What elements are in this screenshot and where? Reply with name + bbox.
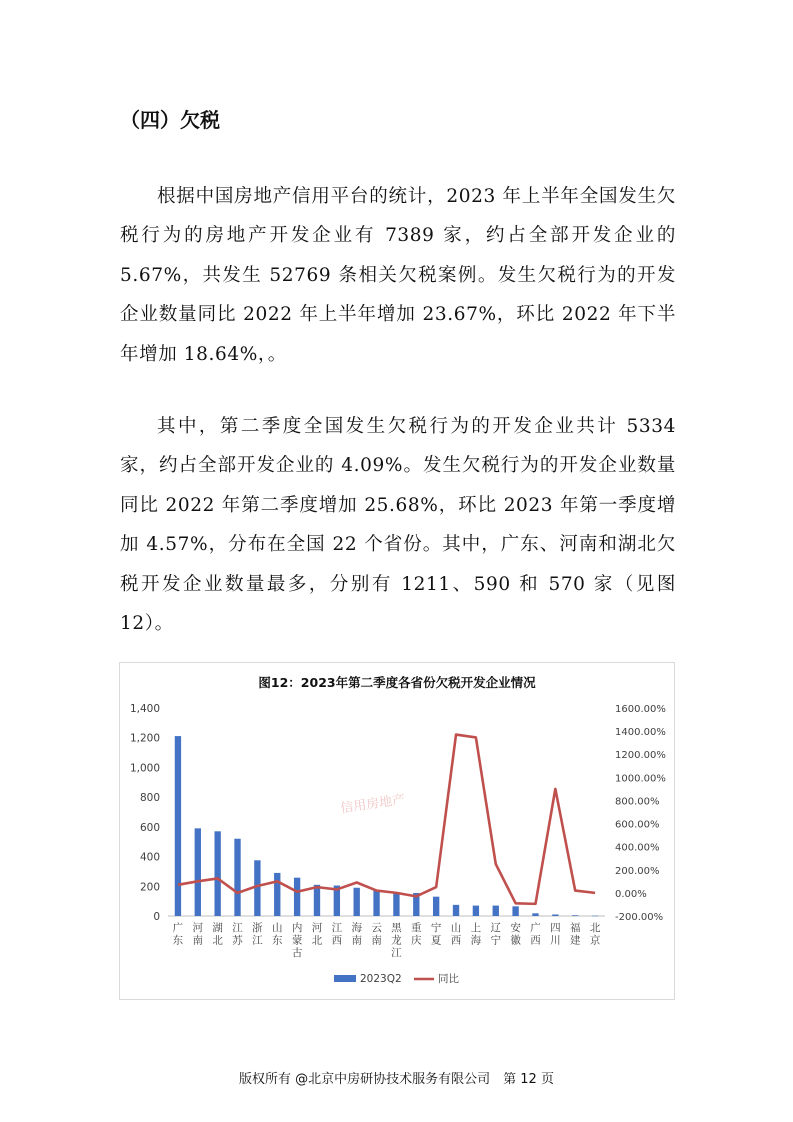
- y-left-tick-label: 1,400: [129, 703, 160, 715]
- bar: [572, 915, 578, 916]
- x-tick-label: 福建: [569, 922, 581, 947]
- bar: [532, 913, 538, 916]
- y-left-tick-label: 0: [153, 911, 160, 923]
- chart-container: [119, 662, 675, 1000]
- y-right-tick-label: 800.00%: [615, 796, 660, 808]
- x-tick-label: 重庆: [411, 922, 422, 947]
- x-tick-label: 四川: [550, 922, 561, 947]
- x-tick-label: 江苏: [232, 922, 243, 947]
- bar: [175, 736, 181, 916]
- y-right-tick-label: 200.00%: [615, 865, 660, 877]
- bar: [433, 897, 439, 916]
- x-tick-label: 山西: [450, 922, 462, 947]
- bar: [592, 916, 598, 917]
- bar: [274, 873, 280, 916]
- bar: [552, 915, 558, 916]
- bar: [354, 888, 360, 916]
- x-tick-label: 上海: [470, 922, 482, 947]
- y-left-tick-label: 1,000: [129, 762, 160, 775]
- y-right-tick-label: 600.00%: [615, 819, 660, 831]
- x-tick-label: 安徽: [510, 922, 521, 947]
- bar: [314, 885, 320, 916]
- bar: [473, 906, 479, 916]
- x-tick-label: 湖北: [212, 922, 223, 947]
- chart-svg: [120, 663, 674, 999]
- y-left-tick-label: 400: [139, 851, 160, 864]
- watermark: 信用房地产: [339, 792, 407, 817]
- x-tick-label: 广东: [172, 922, 184, 947]
- y-left-tick-label: 200: [139, 881, 160, 894]
- y-right-tick-label: 1200.00%: [615, 750, 666, 762]
- y-right-tick-label: 400.00%: [615, 842, 660, 854]
- legend-swatch-bars: [334, 975, 356, 982]
- paragraph-1: 根据中国房地产信用平台的统计，2023 年上半年全国发生欠税行为的房地产开发企业有 7389 家，约占全部开发企业的 5.67%，共发生 52769 条相关欠税案例。发生欠税行为的开发企业数量同比 2022 年上半年增加 23.67%，环比 2022 年下半年增加 18.64%，。: [120, 185, 676, 365]
- y-right-tick-label: 1600.00%: [615, 704, 666, 715]
- y-left-tick-label: 800: [139, 792, 160, 805]
- x-tick-label: 广西: [530, 922, 541, 947]
- bar: [214, 831, 220, 916]
- y-left-tick-label: 600: [139, 821, 160, 834]
- bar: [254, 860, 260, 916]
- legend-label-line: 同比: [438, 973, 459, 985]
- section-heading: （四）欠税: [120, 108, 220, 132]
- y-right-tick-label: 1400.00%: [615, 727, 666, 739]
- x-tick-label: 北京: [589, 922, 601, 947]
- page-footer: 版权所有 @北京中房研协技术服务有限公司 第 12 页: [239, 1072, 554, 1087]
- x-tick-label: 浙江: [252, 922, 263, 947]
- legend-label-bars: 2023Q2: [360, 973, 402, 985]
- bar: [373, 890, 379, 916]
- bar: [453, 905, 459, 916]
- y-left-tick-label: 1,200: [129, 732, 160, 745]
- y-right-tick-label: 1000.00%: [615, 773, 666, 785]
- x-tick-label: 辽宁: [490, 922, 501, 947]
- bar: [294, 878, 300, 916]
- x-tick-label: 宁夏: [430, 922, 442, 947]
- x-tick-label: 山东: [272, 922, 283, 947]
- paragraph-2: 其中，第二季度全国发生欠税行为的开发企业共计 5334 家，约占全部开发企业的 4.09%。发生欠税行为的开发企业数量同比 2022 年第二季度增加 25.68%，环比 2023 年第一季度增加 4.57%，分布在全国 22 个省份。其中，广东、河南和湖北欠税开发企业数量最多，分别有 1211、590 和 570 家（见图 12）。: [120, 415, 676, 634]
- bar: [234, 839, 240, 916]
- bar: [393, 893, 399, 916]
- x-tick-label: 河北: [311, 922, 323, 947]
- x-tick-label: 云南: [371, 922, 382, 947]
- x-tick-label: 江西: [331, 922, 343, 947]
- y-right-tick-label: 0.00%: [615, 888, 647, 900]
- bar: [512, 906, 518, 916]
- x-tick-label: 河南: [192, 922, 204, 947]
- bar: [195, 828, 201, 916]
- x-tick-label: 黑龙江: [391, 922, 402, 959]
- x-tick-label: 海南: [351, 922, 362, 947]
- chart-title: 图12：2023年第二季度各省份欠税开发企业情况: [258, 675, 536, 690]
- y-right-tick-label: -200.00%: [615, 912, 664, 923]
- bar: [493, 906, 499, 916]
- x-tick-label: 内蒙古: [291, 922, 303, 959]
